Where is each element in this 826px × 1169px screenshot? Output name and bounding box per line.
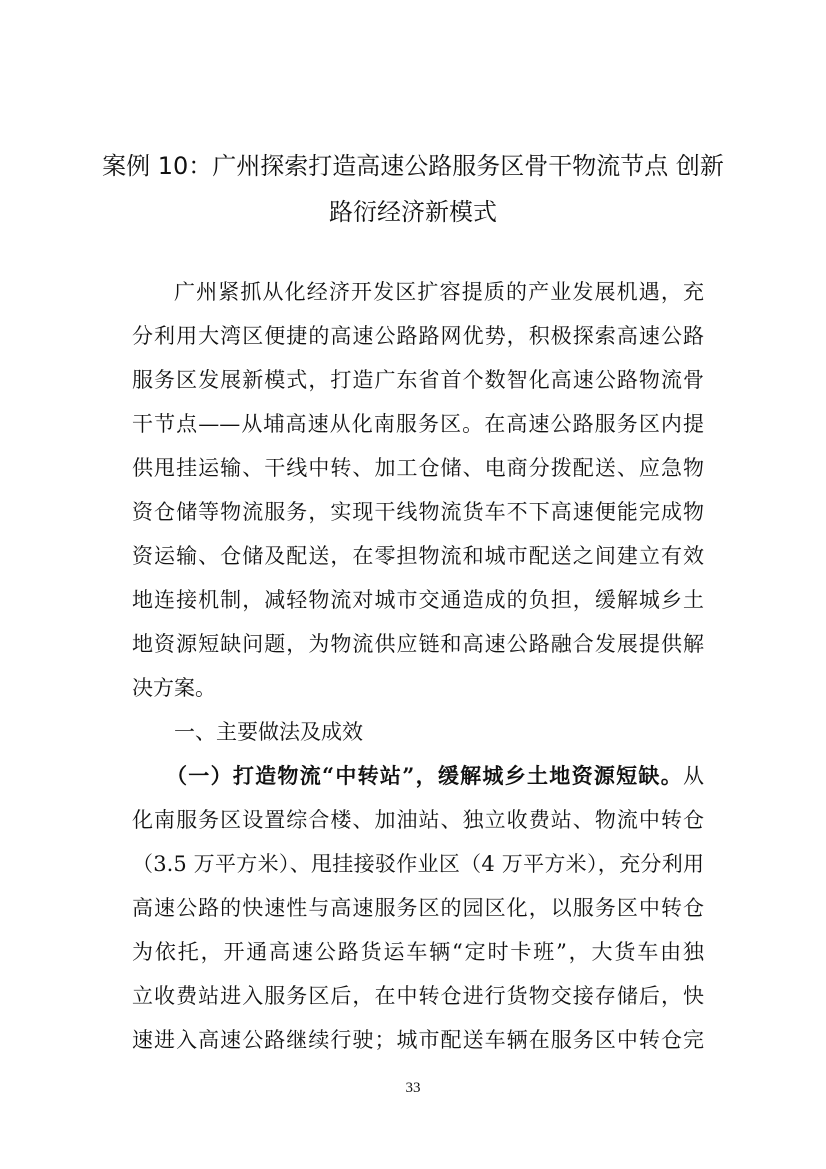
paragraph-line: 资运输、仓储及配送，在零担物流和城市配送之间建立有效 — [132, 544, 704, 568]
paragraph-line: 资仓储等物流服务，实现干线物流货车不下高速便能完成物 — [132, 500, 704, 524]
paragraph-line: （3.5 万平方米）、甩挂接驳作业区（4 万平方米），充分利用 — [132, 852, 704, 876]
paragraph-line: 服务区发展新模式，打造广东省首个数智化高速公路物流骨 — [132, 368, 704, 392]
paragraph-line: 立收费站进入服务区后，在中转仓进行货物交接存储后，快 — [132, 984, 704, 1008]
paragraph-line: 速进入高速公路继续行驶；城市配送车辆在服务区中转仓完 — [132, 1028, 704, 1052]
paragraph-line: 为依托，开通高速公路货运车辆“定时卡班”，大货车由独 — [132, 940, 704, 964]
paragraph-line: 供甩挂运输、干线中转、加工仓储、电商分拨配送、应急物 — [132, 456, 704, 480]
subsection-heading: （一）打造物流“中转站”，缓解城乡土地资源短缺。 — [166, 763, 683, 788]
paragraph-line: 化南服务区设置综合楼、加油站、独立收费站、物流中转仓 — [132, 808, 704, 832]
title-line-2: 路衍经济新模式 — [329, 198, 497, 226]
page-number: 33 — [405, 1080, 421, 1096]
paragraph-line: 广州紧抓从化经济开发区扩容提质的产业发展机遇，充 — [174, 280, 704, 304]
title-line-1: 案例 10：广州探索打造高速公路服务区骨干物流节点 创新 — [102, 152, 724, 180]
paragraph-line: 决方案。 — [132, 676, 216, 700]
subsection-lead-rest: 从 — [683, 764, 704, 788]
paragraph-line: 分利用大湾区便捷的高速公路路网优势，积极探索高速公路 — [132, 324, 704, 348]
paragraph-line: 地连接机制，减轻物流对城市交通造成的负担，缓解城乡土 — [132, 588, 704, 612]
section-heading: 一、主要做法及成效 — [174, 720, 363, 744]
subsection-lead-line — [166, 760, 704, 792]
paragraph-line: 地资源短缺问题，为物流供应链和高速公路融合发展提供解 — [132, 632, 704, 656]
paragraph-line: 干节点——从埔高速从化南服务区。在高速公路服务区内提 — [132, 412, 704, 436]
paragraph-line: 高速公路的快速性与高速服务区的园区化，以服务区中转仓 — [132, 896, 704, 920]
